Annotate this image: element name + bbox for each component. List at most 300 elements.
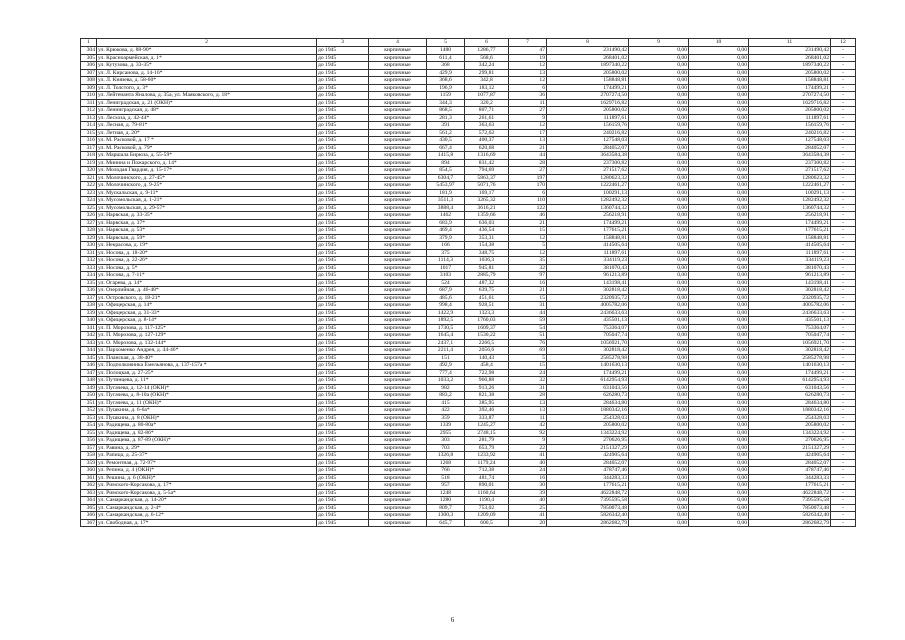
table-cell: до 1945: [317, 519, 369, 527]
table-cell: 683,9: [427, 219, 465, 227]
table-cell: 429,9: [427, 69, 465, 77]
table-cell: ул. Л. Князева, д. 58-60*: [97, 77, 317, 85]
table-cell: 0,00: [689, 54, 749, 62]
table-cell: 348: [81, 377, 97, 385]
table-cell: 1280623,32: [547, 174, 629, 182]
table-cell: 318: [81, 152, 97, 160]
table-cell: 27: [509, 107, 547, 115]
table-cell: -: [831, 107, 856, 115]
table-cell: 0,00: [689, 459, 749, 467]
table-cell: -: [831, 212, 856, 220]
table-cell: 1179,24: [465, 459, 509, 467]
table-cell: 181,9: [427, 189, 465, 197]
table-cell: 667,4: [427, 144, 465, 152]
table-cell: 362: [81, 482, 97, 490]
table-cell: ул. Самаркандская, д. 14-20*: [97, 497, 317, 505]
table-cell: 344283,33: [547, 474, 629, 482]
table-cell: -: [831, 519, 856, 527]
table-cell: кирпичные: [369, 429, 427, 437]
table-cell: -: [831, 167, 856, 175]
table-cell: кирпичные: [369, 167, 427, 175]
table-cell: 15: [509, 227, 547, 235]
table-cell: 0,00: [689, 489, 749, 497]
table-row: [81, 264, 856, 272]
table-cell: 0,00: [689, 332, 749, 340]
table-cell: 5: [509, 354, 547, 362]
table-cell: 1480: [427, 47, 465, 55]
table-cell: 0,00: [689, 444, 749, 452]
table-cell: 111897,61: [749, 114, 831, 122]
table-row: [81, 249, 856, 257]
table-cell: кирпичные: [369, 497, 427, 505]
table-cell: 0,00: [689, 47, 749, 55]
table-cell: 281,79: [465, 437, 509, 445]
table-cell: 1160,64: [465, 489, 509, 497]
table-cell: -: [831, 114, 856, 122]
table-cell: до 1945: [317, 107, 369, 115]
table-cell: 342,8: [465, 77, 509, 85]
table-cell: 524: [427, 279, 465, 287]
table-cell: 326: [81, 212, 97, 220]
table-cell: 0,00: [629, 497, 689, 505]
column-number-cell: 8: [547, 39, 629, 47]
table-cell: кирпичные: [369, 84, 427, 92]
table-cell: 1233,92: [465, 452, 509, 460]
table-cell: 436,54: [465, 227, 509, 235]
table-cell: 868,5: [427, 107, 465, 115]
table-cell: 321: [81, 174, 97, 182]
table-cell: ул. Радищева, д. 80-80а*: [97, 422, 317, 430]
table-row: [81, 489, 856, 497]
table-cell: 1222461,27: [749, 182, 831, 190]
table-cell: 1892,5: [427, 317, 465, 325]
table-cell: 368,6: [427, 77, 465, 85]
table-cell: 368: [427, 62, 465, 70]
table-cell: 0,00: [689, 212, 749, 220]
table-cell: 270626,95: [547, 437, 629, 445]
table-cell: 0,00: [629, 347, 689, 355]
column-number-cell: 4: [369, 39, 427, 47]
table-cell: 42: [509, 422, 547, 430]
table-row: [81, 497, 856, 505]
table-row: [81, 399, 856, 407]
table-cell: 0,00: [689, 69, 749, 77]
table-cell: ул. Лениградская, д. 21 (ОКН)*: [97, 99, 317, 107]
table-cell: 20: [509, 519, 547, 527]
table-cell: 205800,02: [749, 107, 831, 115]
table-cell: 705047,74: [749, 332, 831, 340]
table-cell: 337: [81, 294, 97, 302]
table-cell: 344,3: [427, 99, 465, 107]
table-cell: до 1945: [317, 77, 369, 85]
table-cell: -: [831, 62, 856, 70]
table-cell: 2056,6: [465, 347, 509, 355]
table-cell: 2320935,72: [547, 294, 629, 302]
table-cell: кирпичные: [369, 204, 427, 212]
table-cell: 0,00: [629, 99, 689, 107]
table-cell: -: [831, 197, 856, 205]
table-cell: -: [831, 264, 856, 272]
table-row: [81, 219, 856, 227]
table-cell: 0,00: [689, 369, 749, 377]
table-cell: 355: [81, 429, 97, 437]
table-cell: 492,9: [427, 362, 465, 370]
table-row: [81, 62, 856, 70]
table-cell: -: [831, 369, 856, 377]
table-cell: 111897,61: [547, 249, 629, 257]
table-cell: 0,00: [629, 392, 689, 400]
table-cell: кирпичные: [369, 77, 427, 85]
table-cell: 151: [427, 354, 465, 362]
table-cell: 2707274,50: [547, 92, 629, 100]
table-cell: 143198,41: [749, 279, 831, 287]
table-row: [81, 369, 856, 377]
table-cell: до 1945: [317, 114, 369, 122]
table-cell: 154,38: [465, 242, 509, 250]
table-cell: 360: [81, 467, 97, 475]
table-cell: 0,00: [689, 347, 749, 355]
table-cell: ул. Кутузова, д. 33-35*: [97, 62, 317, 70]
table-row: [81, 294, 856, 302]
table-row: [81, 452, 856, 460]
table-cell: 703: [427, 444, 465, 452]
table-cell: 0,00: [689, 264, 749, 272]
table-cell: 0,00: [689, 287, 749, 295]
table-cell: до 1945: [317, 377, 369, 385]
table-cell: кирпичные: [369, 219, 427, 227]
table-cell: 945,81: [465, 264, 509, 272]
table-cell: 0,00: [629, 279, 689, 287]
table-cell: до 1945: [317, 99, 369, 107]
column-number-cell: 11: [749, 39, 831, 47]
table-cell: до 1945: [317, 309, 369, 317]
table-row: [81, 302, 856, 310]
table-cell: 5826342,40: [749, 512, 831, 520]
table-cell: 305: [81, 54, 97, 62]
table-cell: 311: [81, 99, 97, 107]
table-cell: 1343224,92: [749, 429, 831, 437]
table-cell: 0,00: [689, 474, 749, 482]
table-cell: 626280,73: [547, 392, 629, 400]
table-cell: 348,75: [465, 249, 509, 257]
table-cell: 7850073,48: [547, 504, 629, 512]
table-cell: 1343224,92: [547, 429, 629, 437]
table-cell: 302818,42: [749, 287, 831, 295]
table-row: [81, 167, 856, 175]
table-cell: 347: [81, 369, 97, 377]
table-cell: 0,00: [629, 272, 689, 280]
table-row: [81, 47, 856, 55]
table-cell: кирпичные: [369, 437, 427, 445]
table-row: [81, 324, 856, 332]
table-cell: 0,00: [629, 182, 689, 190]
table-cell: ул. Лейтенанта Яналова, д. 35а, ул. Маяковского, д. 18*: [97, 92, 317, 100]
table-cell: 458,4: [465, 362, 509, 370]
table-cell: 12: [509, 234, 547, 242]
table-cell: 1222461,27: [547, 182, 629, 190]
table-cell: 0,00: [629, 137, 689, 145]
table-cell: до 1945: [317, 512, 369, 520]
table-cell: 2151327,29: [749, 444, 831, 452]
table-cell: 205800,02: [749, 422, 831, 430]
table-cell: кирпичные: [369, 392, 427, 400]
table-cell: 712,38: [465, 467, 509, 475]
table-cell: 0,00: [629, 242, 689, 250]
table-cell: 254328,03: [749, 414, 831, 422]
table-cell: до 1945: [317, 392, 369, 400]
table-cell: до 1945: [317, 384, 369, 392]
table-cell: 36: [509, 92, 547, 100]
table-cell: 485,6: [427, 294, 465, 302]
table-cell: 127548,03: [547, 137, 629, 145]
table-cell: ул. Нарвская, д. 37*: [97, 219, 317, 227]
table-cell: -: [831, 504, 856, 512]
table-cell: 174499,21: [749, 219, 831, 227]
table-cell: до 1945: [317, 414, 369, 422]
table-cell: 0,00: [629, 77, 689, 85]
table-cell: 0,00: [689, 399, 749, 407]
table-cell: ул. Решина, д. 6 (ОКН)*: [97, 474, 317, 482]
table-cell: 170: [509, 182, 547, 190]
table-cell: 0,00: [629, 249, 689, 257]
table-cell: 0,00: [629, 129, 689, 137]
table-row: [81, 77, 856, 85]
table-row: [81, 137, 856, 145]
table-cell: 327: [81, 219, 97, 227]
table-cell: 0,00: [689, 204, 749, 212]
table-cell: 111897,61: [749, 249, 831, 257]
table-cell: 205800,02: [749, 69, 831, 77]
table-row: [81, 182, 856, 190]
table-cell: 331: [81, 249, 97, 257]
table-cell: ул. Носова, д. 18-20*: [97, 249, 317, 257]
table-cell: 481,74: [465, 474, 509, 482]
table-cell: 0,00: [689, 137, 749, 145]
table-cell: 1760,03: [465, 317, 509, 325]
table-cell: 1880342,16: [547, 407, 629, 415]
table-cell: 340: [81, 317, 97, 325]
table-cell: кирпичные: [369, 212, 427, 220]
table-cell: 306: [81, 62, 97, 70]
table-cell: до 1945: [317, 47, 369, 55]
table-cell: -: [831, 399, 856, 407]
table-cell: ул. Радищева, д. 87-89 (ОКН)*: [97, 437, 317, 445]
table-cell: 0,00: [629, 504, 689, 512]
table-cell: 982: [427, 384, 465, 392]
table-cell: 158848,81: [749, 77, 831, 85]
table-cell: 174499,21: [749, 369, 831, 377]
table-cell: ул. Огарева, д. 14*: [97, 279, 317, 287]
table-cell: ул. Равина, д. 29*: [97, 444, 317, 452]
table-cell: 28: [509, 159, 547, 167]
table-cell: 158848,81: [547, 234, 629, 242]
table-cell: 0,00: [689, 219, 749, 227]
table-cell: 4622848,72: [547, 489, 629, 497]
table-cell: 1360744,32: [547, 204, 629, 212]
table-cell: 328: [81, 227, 97, 235]
table-cell: -: [831, 339, 856, 347]
table-cell: 47: [509, 47, 547, 55]
table-cell: 22: [509, 444, 547, 452]
table-cell: 2955: [427, 429, 465, 437]
table-cell: 0,00: [629, 302, 689, 310]
table-cell: 1190,4: [465, 497, 509, 505]
table-cell: 0,00: [689, 257, 749, 265]
table-cell: до 1945: [317, 69, 369, 77]
table-cell: 600,5: [465, 519, 509, 527]
table-row: [81, 227, 856, 235]
table-cell: до 1945: [317, 54, 369, 62]
table-cell: 0,00: [689, 324, 749, 332]
table-cell: до 1945: [317, 332, 369, 340]
table-row: [81, 189, 856, 197]
table-cell: 0,00: [689, 317, 749, 325]
table-row: [81, 362, 856, 370]
table-cell: 487,32: [465, 279, 509, 287]
table-cell: до 1945: [317, 482, 369, 490]
table-cell: 379,9: [427, 234, 465, 242]
table-cell: -: [831, 354, 856, 362]
table-cell: 626280,73: [749, 392, 831, 400]
table-row: [81, 474, 856, 482]
table-cell: ул. Лесхоза, д. 42-44*: [97, 114, 317, 122]
table-cell: 314: [81, 122, 97, 130]
table-cell: -: [831, 279, 856, 287]
table-cell: 0,00: [629, 287, 689, 295]
table-cell: 312: [81, 107, 97, 115]
table-cell: 0,00: [629, 122, 689, 130]
table-row: [81, 422, 856, 430]
table-cell: 365: [81, 504, 97, 512]
table-cell: 0,00: [629, 317, 689, 325]
table-cell: 329: [81, 234, 97, 242]
table-cell: 39: [509, 489, 547, 497]
table-cell: 344: [81, 347, 97, 355]
table-cell: ул. Офицерская, д. 31-33*: [97, 309, 317, 317]
table-cell: 0,00: [629, 452, 689, 460]
table-cell: -: [831, 482, 856, 490]
table-cell: кирпичные: [369, 482, 427, 490]
table-cell: 302818,42: [547, 347, 629, 355]
table-cell: 359: [427, 414, 465, 422]
table-cell: 2707274,50: [749, 92, 831, 100]
table-cell: кирпичные: [369, 264, 427, 272]
table-cell: 2748,15: [465, 429, 509, 437]
table-cell: 0,00: [629, 144, 689, 152]
table-cell: 315: [81, 129, 97, 137]
table-cell: 32: [509, 377, 547, 385]
table-cell: 313: [81, 114, 97, 122]
table-cell: кирпичные: [369, 399, 427, 407]
table-cell: 27: [509, 167, 547, 175]
table-row: [81, 459, 856, 467]
table-cell: 1339: [427, 422, 465, 430]
table-cell: -: [831, 362, 856, 370]
table-cell: 316: [81, 137, 97, 145]
table-cell: -: [831, 174, 856, 182]
table-cell: 0,00: [689, 497, 749, 505]
table-cell: 46: [509, 212, 547, 220]
table-cell: 174499,21: [547, 219, 629, 227]
table-cell: ул. Репина, д. 4 (ОКН)*: [97, 467, 317, 475]
table-cell: 0,00: [629, 174, 689, 182]
table-cell: 5071,76: [465, 182, 509, 190]
table-row: [81, 279, 856, 287]
table-cell: 351: [81, 399, 97, 407]
table-cell: 0,00: [689, 62, 749, 70]
table-row: [81, 332, 856, 340]
table-cell: -: [831, 317, 856, 325]
table-cell: 92: [509, 429, 547, 437]
table-cell: кирпичные: [369, 294, 427, 302]
table-cell: кирпичные: [369, 249, 427, 257]
table-cell: кирпичные: [369, 47, 427, 55]
table-cell: 111897,61: [547, 114, 629, 122]
table-cell: 0,00: [629, 384, 689, 392]
table-cell: 1268: [427, 459, 465, 467]
table-cell: 158848,81: [547, 77, 629, 85]
table-cell: -: [831, 287, 856, 295]
table-cell: до 1945: [317, 174, 369, 182]
table-cell: 1629716,82: [547, 99, 629, 107]
table-cell: 363: [81, 489, 97, 497]
table-cell: 414505,64: [547, 242, 629, 250]
table-cell: кирпичные: [369, 504, 427, 512]
table-cell: до 1945: [317, 294, 369, 302]
table-cell: 639,75: [465, 287, 509, 295]
table-cell: 1323,3: [465, 309, 509, 317]
table-cell: кирпичные: [369, 174, 427, 182]
table-cell: 1300,3: [427, 512, 465, 520]
table-cell: 7395595,58: [749, 497, 831, 505]
table-cell: -: [831, 467, 856, 475]
table-row: [81, 92, 856, 100]
table-cell: 6304,7: [427, 174, 465, 182]
table-cell: 54: [509, 324, 547, 332]
table-cell: кирпичные: [369, 489, 427, 497]
table-cell: 0,00: [689, 129, 749, 137]
table-cell: 333: [81, 264, 97, 272]
table-cell: 2436633,63: [547, 309, 629, 317]
table-row: [81, 174, 856, 182]
table-cell: 375: [427, 249, 465, 257]
table-cell: 2266,5: [465, 339, 509, 347]
table-cell: 0,00: [689, 144, 749, 152]
table-cell: 41: [509, 512, 547, 520]
table-cell: 0,00: [689, 242, 749, 250]
table-cell: 100291,13: [547, 189, 629, 197]
table-cell: кирпичные: [369, 234, 427, 242]
table-cell: 6142954,93: [749, 377, 831, 385]
table-cell: 2437,1: [427, 339, 465, 347]
table-cell: до 1945: [317, 317, 369, 325]
table-cell: до 1945: [317, 302, 369, 310]
column-number-cell: 2: [97, 39, 317, 47]
table-cell: 424905,64: [749, 452, 831, 460]
table-cell: 205800,02: [547, 69, 629, 77]
table-cell: 1245,27: [465, 422, 509, 430]
table-cell: 0,00: [689, 167, 749, 175]
table-cell: 320: [81, 167, 97, 175]
table-cell: -: [831, 384, 856, 392]
table-cell: 0,00: [629, 482, 689, 490]
table-cell: кирпичные: [369, 444, 427, 452]
table-cell: ул. Рапица, д. 25-37*: [97, 452, 317, 460]
column-number-cell: 9: [629, 39, 689, 47]
table-cell: ул. Л. Кирсанова, д. 14-16*: [97, 69, 317, 77]
table-row: [81, 377, 856, 385]
table-cell: кирпичные: [369, 347, 427, 355]
